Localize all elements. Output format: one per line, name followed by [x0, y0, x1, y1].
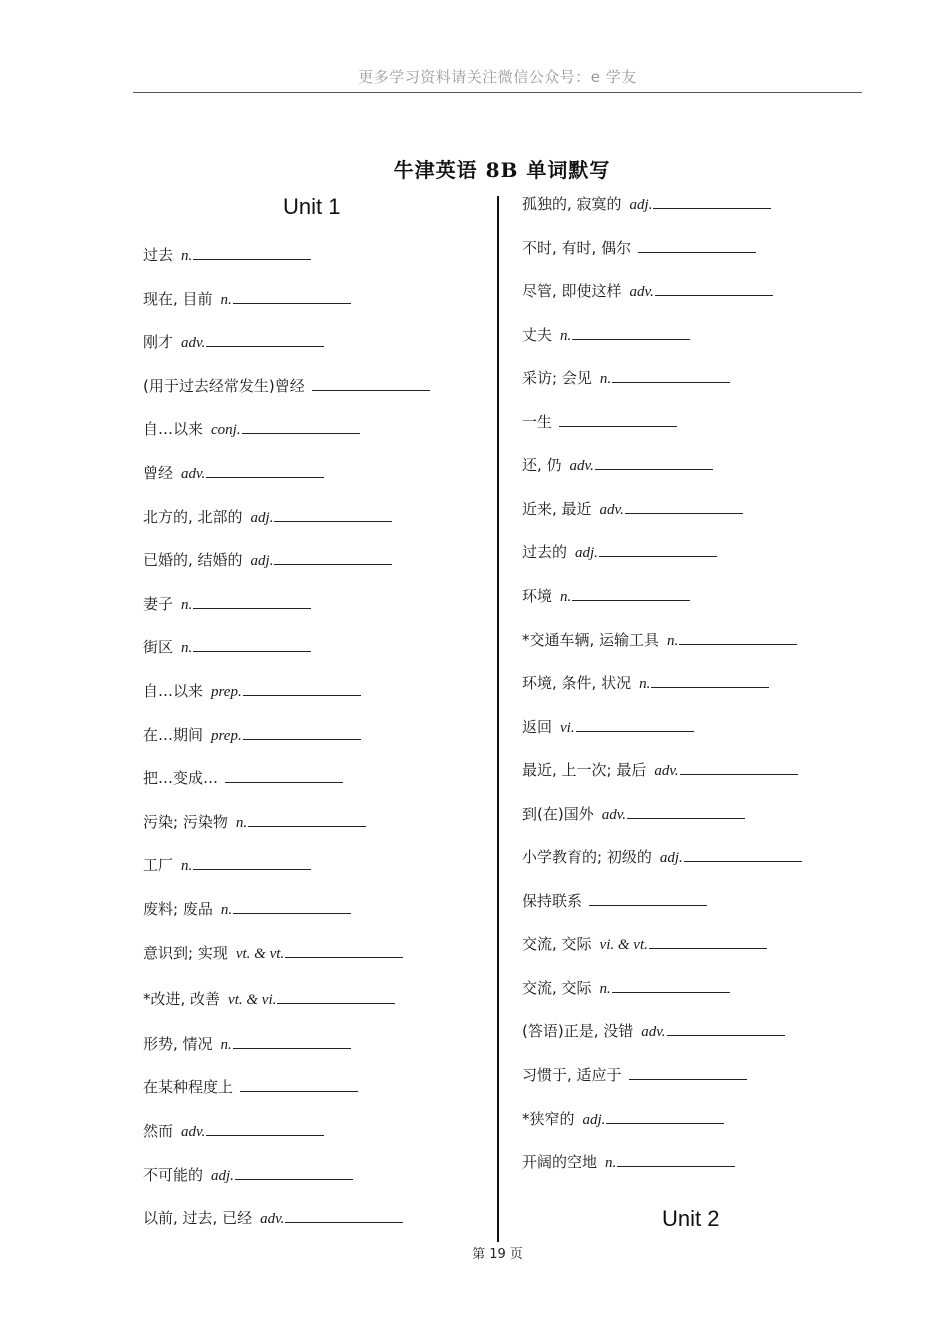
vocab-item — [522, 933, 767, 955]
header-rule — [133, 92, 862, 93]
answer-blank[interactable] — [625, 499, 743, 514]
part-of-speech: conj. — [211, 422, 241, 439]
vocab-meaning: 形势, 情况 — [143, 1034, 213, 1053]
vocab-item — [143, 549, 392, 571]
vocab-meaning: 尽管, 即使这样 — [522, 282, 622, 301]
vocab-meaning: 废料; 废品 — [143, 900, 213, 918]
answer-blank[interactable] — [312, 376, 430, 391]
vocab-meaning: 丈夫 — [522, 325, 553, 344]
part-of-speech: adv. — [181, 335, 206, 352]
page-header-text: 更多学习资料请关注微信公众号：e 学友 — [358, 68, 637, 86]
answer-blank[interactable] — [606, 1109, 724, 1124]
answer-blank[interactable] — [274, 550, 392, 565]
vocab-item — [143, 811, 366, 833]
vocab-meaning: 刚才 — [143, 333, 174, 352]
vocab-item — [143, 375, 430, 397]
part-of-speech: adv. — [601, 806, 627, 823]
vocab-meaning: 小学教育的; 初级的 — [522, 848, 652, 867]
part-of-speech: adv. — [629, 284, 654, 301]
answer-blank[interactable] — [651, 673, 769, 688]
vocab-meaning: (用于过去经常发生)曾经 — [143, 376, 305, 395]
answer-blank[interactable] — [612, 978, 730, 993]
vocab-item — [143, 288, 351, 310]
answer-blank[interactable] — [206, 332, 324, 347]
vocab-meaning: 在…期间 — [143, 725, 204, 744]
vocab-meaning: 北方的, 北部的 — [143, 507, 243, 526]
answer-blank[interactable] — [242, 419, 360, 434]
part-of-speech: adj. — [629, 197, 653, 213]
answer-blank[interactable] — [285, 943, 403, 958]
column-divider — [497, 196, 499, 1242]
part-of-speech: adv. — [654, 763, 679, 780]
vocab-meaning: 不时, 有时, 偶尔 — [522, 238, 632, 257]
answer-blank[interactable] — [679, 630, 797, 645]
vocab-meaning: 过去的 — [522, 543, 568, 562]
vocab-meaning: 采访; 会见 — [522, 369, 592, 388]
answer-blank[interactable] — [572, 586, 690, 601]
vocab-meaning: 自…以来 — [143, 420, 204, 439]
part-of-speech: adj. — [582, 1111, 606, 1128]
vocab-meaning: *改进, 改善 — [143, 990, 221, 1009]
vocab-item — [522, 759, 798, 781]
vocab-meaning: 到(在)国外 — [522, 804, 594, 823]
part-of-speech: adj. — [211, 1167, 234, 1184]
vocab-meaning: *狭窄的 — [522, 1109, 575, 1128]
part-of-speech: n. — [605, 1155, 617, 1172]
vocab-item — [522, 890, 707, 912]
part-of-speech: vt. & vt. — [235, 945, 285, 962]
vocab-meaning: 环境, 条件, 状况 — [522, 674, 632, 693]
vocab-meaning: 然而 — [143, 1122, 174, 1140]
answer-blank[interactable] — [243, 681, 361, 696]
vocab-meaning: 过去 — [143, 246, 174, 264]
part-of-speech: n. — [560, 327, 572, 344]
part-of-speech: prep. — [211, 727, 242, 744]
vocab-item — [522, 977, 730, 999]
vocab-item — [522, 1108, 724, 1130]
answer-blank[interactable] — [617, 1152, 735, 1167]
part-of-speech: n. — [181, 640, 193, 657]
part-of-speech: n. — [220, 902, 233, 918]
answer-blank[interactable] — [193, 637, 311, 652]
answer-blank[interactable] — [206, 463, 324, 478]
vocab-meaning: 以前, 过去, 已经 — [143, 1209, 253, 1228]
answer-blank[interactable] — [274, 507, 392, 522]
part-of-speech: adj. — [575, 545, 598, 562]
vocab-item — [143, 244, 311, 266]
answer-blank[interactable] — [649, 934, 767, 949]
answer-blank[interactable] — [627, 804, 745, 819]
vocab-item — [522, 237, 756, 259]
vocab-item — [143, 1164, 353, 1186]
answer-blank[interactable] — [655, 281, 773, 296]
part-of-speech: adv. — [181, 466, 206, 482]
part-of-speech: prep. — [211, 684, 242, 700]
vocab-item — [143, 1207, 403, 1229]
part-of-speech: adj. — [250, 509, 274, 526]
vocab-item — [143, 506, 392, 528]
vocab-meaning: 还, 仍 — [522, 456, 562, 475]
vocab-meaning: 妻子 — [143, 594, 174, 613]
vocab-meaning: 开阔的空地 — [522, 1153, 598, 1172]
vocab-meaning: *交通车辆, 运输工具 — [522, 630, 660, 649]
part-of-speech: n. — [235, 814, 248, 831]
vocab-meaning: 在某种程度上 — [143, 1078, 234, 1097]
vocab-meaning: 一生 — [522, 412, 553, 431]
vocab-item — [143, 854, 311, 876]
vocab-meaning: 交流, 交际 — [522, 935, 592, 954]
vocab-meaning: 意识到; 实现 — [143, 943, 228, 962]
part-of-speech: vt. & vi. — [228, 992, 277, 1009]
part-of-speech: adv. — [569, 458, 594, 475]
vocab-item — [143, 1120, 324, 1142]
part-of-speech: adj. — [250, 553, 274, 570]
vocab-item — [143, 462, 324, 484]
vocab-item — [522, 1151, 735, 1173]
part-of-speech: n. — [667, 632, 679, 649]
answer-blank[interactable] — [243, 725, 361, 740]
answer-blank[interactable] — [248, 812, 366, 827]
answer-blank[interactable] — [638, 238, 756, 253]
answer-blank[interactable] — [233, 289, 351, 304]
vocab-item — [143, 331, 324, 353]
part-of-speech: n. — [181, 858, 193, 875]
vocab-meaning: 把…变成… — [143, 769, 219, 788]
vocab-item — [143, 724, 361, 746]
answer-blank[interactable] — [225, 768, 343, 783]
vocab-item — [522, 324, 690, 346]
part-of-speech: vi. — [560, 719, 575, 736]
answer-blank[interactable] — [599, 542, 717, 557]
answer-blank[interactable] — [589, 891, 707, 906]
vocab-meaning: 现在, 目前 — [143, 289, 213, 308]
part-of-speech: n. — [220, 291, 232, 308]
part-of-speech: n. — [599, 371, 612, 388]
vocab-item — [143, 942, 403, 964]
vocab-meaning: 最近, 上一次; 最后 — [522, 761, 647, 780]
vocab-item — [143, 1076, 358, 1098]
answer-blank[interactable] — [277, 989, 395, 1004]
vocab-item — [522, 411, 677, 433]
vocab-meaning: 自…以来 — [143, 682, 204, 700]
part-of-speech: n. — [220, 1036, 232, 1053]
document-title: 牛津英语 8B 单词默写 — [393, 158, 611, 182]
vocab-meaning: 孤独的, 寂寞的 — [522, 195, 622, 213]
vocab-meaning: 交流, 交际 — [522, 978, 592, 997]
answer-blank[interactable] — [233, 1034, 351, 1049]
vocab-item — [522, 541, 717, 563]
part-of-speech: adj. — [659, 850, 683, 867]
vocab-meaning: 工厂 — [143, 856, 174, 875]
vocab-meaning: 近来, 最近 — [522, 499, 592, 518]
vocab-meaning: 环境 — [522, 586, 553, 605]
vocab-item — [522, 193, 771, 215]
part-of-speech: n. — [560, 588, 572, 605]
vocab-item — [522, 1020, 785, 1042]
vocab-item — [143, 636, 311, 658]
vocab-item — [522, 1064, 747, 1086]
vocab-item — [522, 585, 690, 607]
answer-blank[interactable] — [240, 1077, 358, 1092]
vocab-item — [522, 629, 797, 651]
vocab-item — [522, 280, 773, 302]
answer-blank[interactable] — [680, 760, 798, 775]
vocab-item — [522, 454, 713, 476]
answer-blank[interactable] — [684, 847, 802, 862]
vocab-item — [522, 367, 730, 389]
vocab-item — [143, 418, 360, 440]
vocab-meaning: 曾经 — [143, 464, 174, 482]
vocab-item — [143, 680, 361, 702]
vocab-item — [522, 716, 694, 738]
vocab-meaning: (答语)正是, 没错 — [522, 1022, 634, 1041]
part-of-speech: adv. — [181, 1124, 206, 1140]
answer-blank[interactable] — [193, 594, 311, 609]
answer-blank[interactable] — [233, 899, 351, 914]
vocab-item — [143, 988, 395, 1010]
answer-blank[interactable] — [559, 412, 677, 427]
vocab-item — [522, 846, 802, 868]
answer-blank[interactable] — [612, 368, 730, 383]
vocab-item — [522, 672, 769, 694]
answer-blank[interactable] — [595, 455, 713, 470]
unit-1-heading: Unit 1 — [283, 194, 341, 219]
part-of-speech: n. — [181, 596, 193, 613]
vocab-item — [143, 593, 311, 615]
answer-blank[interactable] — [572, 325, 690, 340]
part-of-speech: vi. & vt. — [599, 937, 648, 954]
answer-blank[interactable] — [667, 1021, 785, 1036]
part-of-speech: adv. — [260, 1211, 285, 1228]
part-of-speech: adv. — [641, 1024, 666, 1041]
answer-blank[interactable] — [576, 717, 694, 732]
vocab-item — [522, 803, 745, 825]
vocab-item — [143, 767, 343, 789]
answer-blank[interactable] — [285, 1208, 403, 1223]
vocab-item — [143, 898, 351, 920]
part-of-speech: n. — [599, 980, 611, 997]
part-of-speech: adv. — [599, 501, 624, 518]
vocab-meaning: 已婚的, 结婚的 — [143, 551, 243, 570]
answer-blank[interactable] — [206, 1121, 324, 1136]
vocab-meaning: 习惯于, 适应于 — [522, 1066, 622, 1084]
answer-blank[interactable] — [235, 1165, 353, 1180]
answer-blank[interactable] — [193, 855, 311, 870]
vocab-meaning: 保持联系 — [522, 891, 583, 910]
part-of-speech: n. — [639, 676, 651, 693]
page-footer: 第 19 页 — [472, 1247, 523, 1262]
vocab-meaning: 污染; 污染物 — [143, 812, 228, 831]
unit-2-heading: Unit 2 — [662, 1206, 720, 1231]
answer-blank[interactable] — [629, 1065, 747, 1080]
part-of-speech: n. — [181, 248, 193, 264]
answer-blank[interactable] — [193, 245, 311, 260]
answer-blank[interactable] — [653, 194, 771, 209]
vocab-meaning: 街区 — [143, 638, 174, 657]
vocab-meaning: 不可能的 — [143, 1165, 204, 1184]
vocab-item — [143, 1033, 351, 1055]
vocab-item — [522, 498, 743, 520]
vocab-meaning: 返回 — [522, 717, 553, 736]
